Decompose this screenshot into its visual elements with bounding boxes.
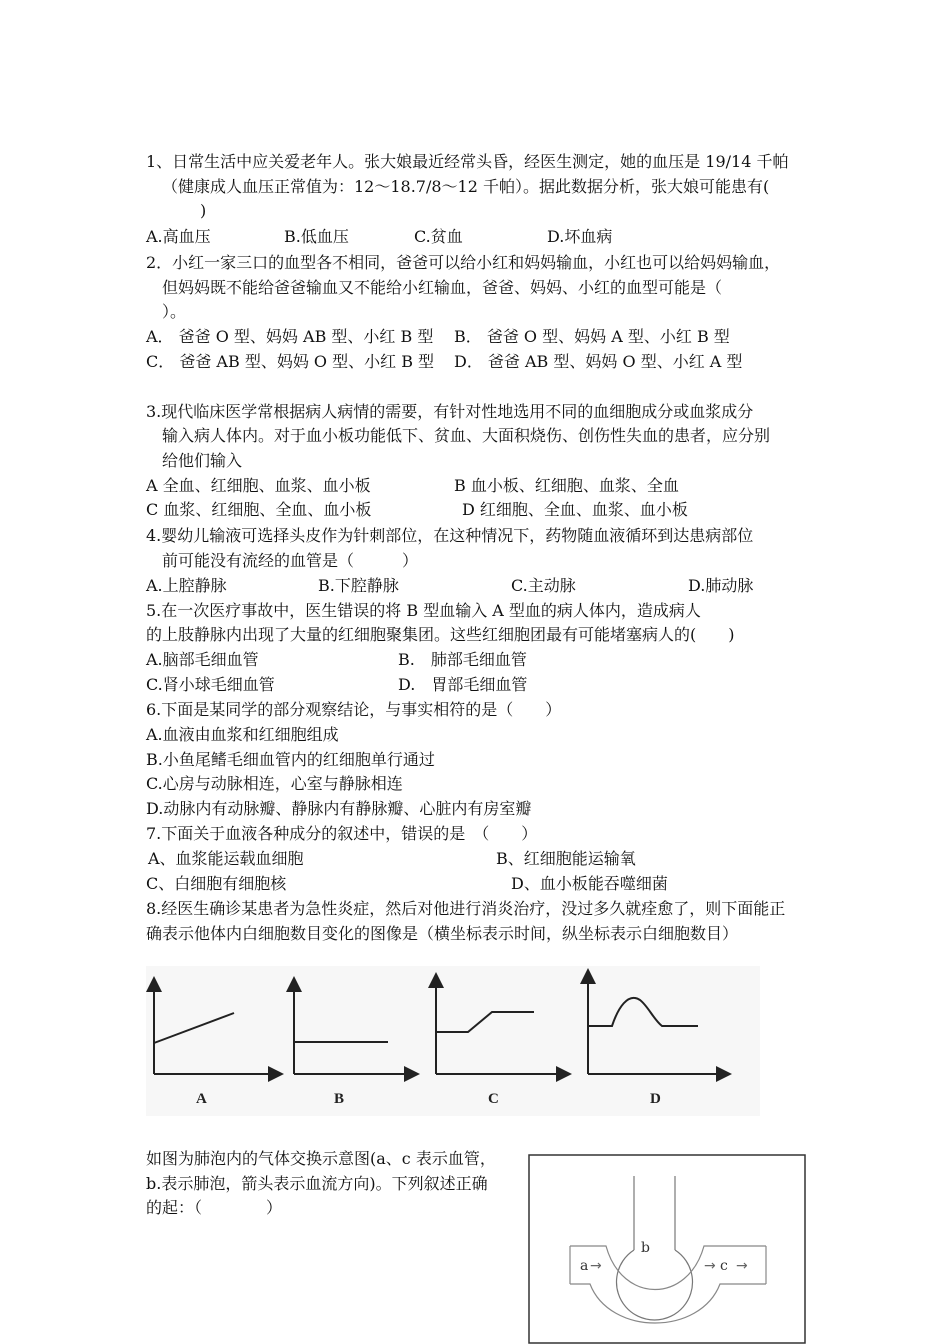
alveolus-diagram [528,1154,806,1344]
graph-a-label: A [196,1091,207,1107]
q9-line1: 如图为肺泡内的气体交换示意图(a、c 表示血管， [146,1149,496,1168]
q5-option-b: B. 肺部毛细血管 [398,650,527,669]
graph-b-label: B [334,1091,345,1107]
flow-arrow-mid: → [704,1258,716,1274]
q6-option-a: A.血液由血浆和红细胞组成 [146,725,339,744]
q1-option-c: C.贫血 [414,227,463,246]
q6-option-b: B.小鱼尾鳍毛细血管内的红细胞单行通过 [146,750,435,769]
q3-option-d: D 红细胞、全血、血浆、血小板 [462,500,688,519]
q1-option-d: D.坏血病 [547,227,613,246]
flow-arrow-in: → [590,1258,602,1274]
label-b: b [641,1240,650,1256]
q1-line3: ) [200,201,207,220]
q5-option-d: D. 胃部毛细血管 [398,675,528,694]
figure-background [146,966,760,1116]
q2-option-c: C． 爸爸 AB 型、妈妈 O 型、小红 B 型 [146,352,435,371]
q4-option-c: C.主动脉 [511,576,576,595]
q3-line2: 输入病人体内。对于血小板功能低下、贫血、大面积烧伤、创伤性失血的患者，应分别 [162,426,771,445]
q5-option-a: A.脑部毛细血管 [146,650,259,669]
q8-graphs-figure [146,966,760,1116]
q7-line1: 7.下面关于血液各种成分的叙述中，错误的是 （ ） [146,824,538,843]
q1-line1: 1、日常生活中应关爱老年人。张大娘最近经常头昏，经医生测定，她的血压是 19/14 千帕 [146,152,789,171]
q4-option-d: D.肺动脉 [688,576,754,595]
q8-line2: 确表示他体内白细胞数目变化的图像是（横坐标表示时间，纵坐标表示白细胞数目） [146,924,739,943]
q9-line2: b.表示肺泡，箭头表示血流方向)。下列叙述正确 [146,1174,488,1193]
q3-option-b: B 血小板、红细胞、血浆、全血 [454,476,679,495]
q3-option-c: C 血浆、红细胞、全血、血小板 [146,500,372,519]
q2-option-a: A． 爸爸 O 型、妈妈 AB 型、小红 B 型 [146,327,434,346]
q7-option-c: C、白细胞有细胞核 [146,874,287,893]
graph-d-label: D [650,1091,661,1107]
q4-option-a: A.上腔静脉 [146,576,227,595]
q4-line2: 前可能没有流经的血管是（ ） [162,551,419,570]
q5-line2: 的上肢静脉内出现了大量的红细胞聚集团。这些红细胞团最有可能堵塞病人的( ) [146,625,735,644]
q2-line2: 但妈妈既不能给爸爸输血又不能给小红输血，爸爸、妈妈、小红的血型可能是（ [162,278,723,297]
q2-option-b: B． 爸爸 O 型、妈妈 A 型、小红 B 型 [454,327,730,346]
label-a: a [580,1258,589,1274]
q4-line1: 4.婴幼儿输液可选择头皮作为针刺部位，在这种情况下，药物随血液循环到达患病部位 [146,526,754,545]
graph-c-label: C [488,1091,499,1107]
q4-option-b: B.下腔静脉 [318,576,399,595]
q9-line3: 的起：（ ） [146,1198,283,1217]
q6-line1: 6.下面是某同学的部分观察结论，与事实相符的是（ ） [146,700,562,719]
q6-option-d: D.动脉内有动脉瓣、静脉内有静脉瓣、心脏内有房室瓣 [146,799,532,818]
q7-option-d: D、血小板能吞噬细菌 [511,874,668,893]
q2-option-d: D． 爸爸 AB 型、妈妈 O 型、小红 A 型 [454,352,743,371]
q2-line3: ）。 [162,302,187,321]
q2-line1: 2．小红一家三口的血型各不相同，爸爸可以给小红和妈妈输血，小红也可以给妈妈输血， [146,253,781,272]
q8-line1: 8.经医生确诊某患者为急性炎症，然后对他进行消炎治疗，没过多久就痊愈了，则下面能正 [146,899,786,918]
q1-line2: （健康成人血压正常值为：12～18.7/8～12 千帕）。据此数据分析，张大娘可能患有( [162,177,770,196]
q3-option-a: A 全血、红细胞、血浆、血小板 [146,476,371,495]
flow-arrow-out: → [736,1258,748,1274]
q7-option-a: A、血浆能运载血细胞 [148,849,304,868]
q3-line3: 给他们输入 [162,451,243,470]
label-c: c [720,1258,728,1274]
q1-option-b: B.低血压 [284,227,349,246]
q5-line1: 5.在一次医疗事故中，医生错误的将 B 型血输入 A 型血的病人体内，造成病人 [146,601,701,620]
q7-option-b: B、红细胞能运输氧 [496,849,636,868]
q5-option-c: C.肾小球毛细血管 [146,675,275,694]
q1-option-a: A.高血压 [146,227,211,246]
q3-line1: 3.现代临床医学常根据病人病情的需要，有针对性地选用不同的血细胞成分或血浆成分 [146,402,754,421]
q6-option-c: C.心房与动脉相连，心室与静脉相连 [146,774,403,793]
